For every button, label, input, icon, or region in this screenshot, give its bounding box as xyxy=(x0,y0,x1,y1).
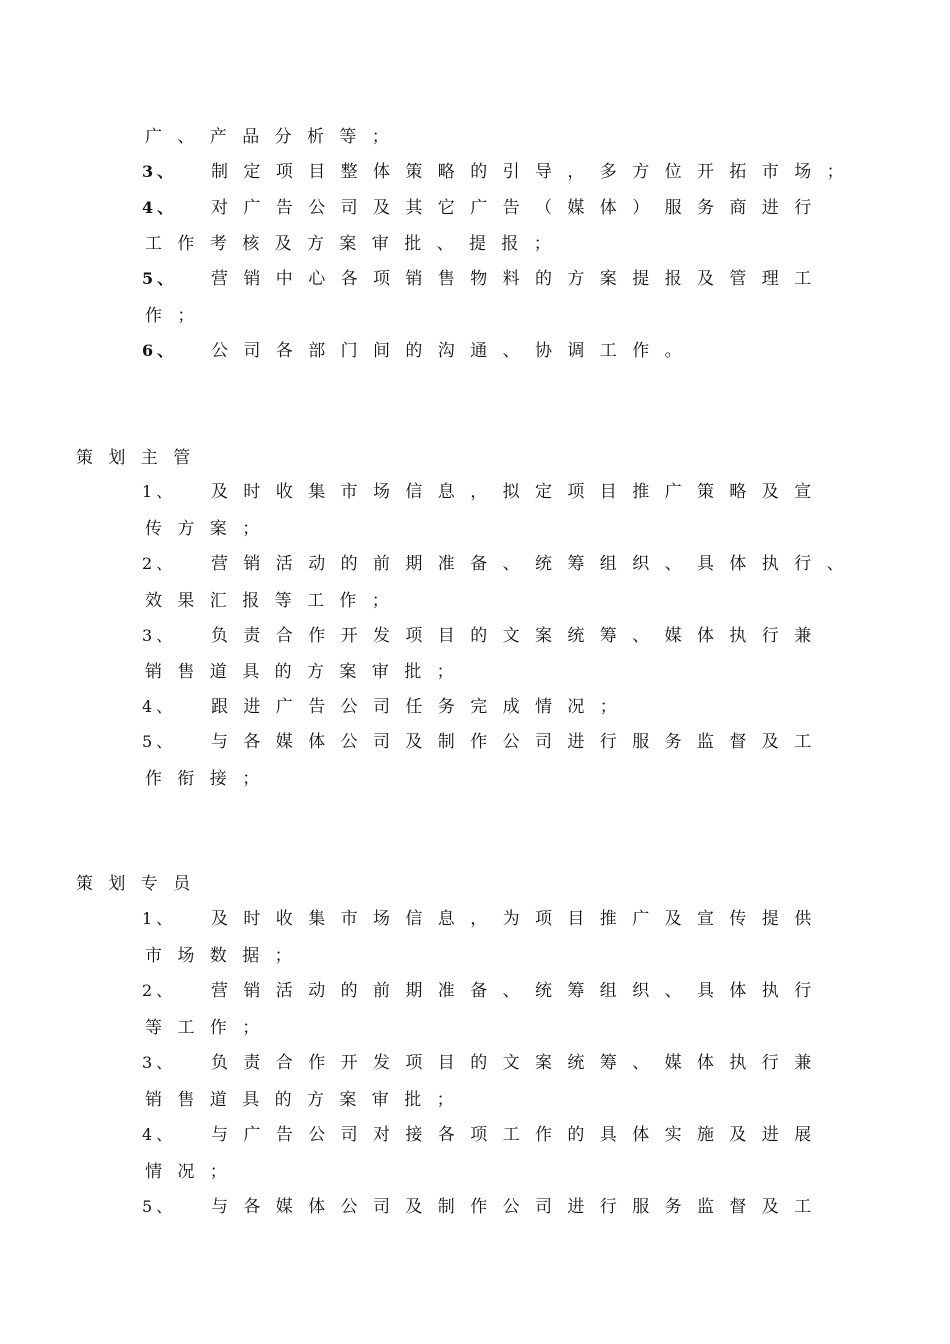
item-text: 与广告公司对接各项工作的具体实施及进展 xyxy=(211,1125,827,1145)
item-text: 营销中心各项销售物料的方案提报及管理工 xyxy=(211,269,827,289)
item-text: 与各媒体公司及制作公司进行服务监督及工 xyxy=(211,1197,827,1217)
continued-line: 广、产品分析等； xyxy=(145,127,405,147)
item-text: 制定项目整体策略的引导，多方位开拓市场； xyxy=(211,162,859,182)
item-number: 2、 xyxy=(142,981,177,1000)
item-number: 5、 xyxy=(142,1197,177,1216)
item-continuation: 情况； xyxy=(145,1162,243,1182)
item-number: 3、 xyxy=(142,162,178,181)
item-number: 3、 xyxy=(142,626,177,645)
item-number: 5、 xyxy=(142,269,178,288)
section-title-specialist: 策划专员 xyxy=(76,874,206,894)
item-continuation: 效果汇报等工作； xyxy=(145,591,405,611)
item-continuation: 销售道具的方案审批； xyxy=(145,1090,469,1110)
item-continuation: 销售道具的方案审批； xyxy=(145,662,469,682)
item-continuation: 市场数据； xyxy=(145,946,307,966)
item-continuation: 作； xyxy=(145,306,210,326)
item-text: 负责合作开发项目的文案统筹、媒体执行兼 xyxy=(211,1053,827,1073)
section-title-supervisor: 策划主管 xyxy=(76,448,206,468)
item-number: 4、 xyxy=(142,1125,177,1144)
item-number: 6、 xyxy=(142,341,178,360)
item-continuation: 工作考核及方案审批、提报； xyxy=(145,234,567,254)
item-number: 4、 xyxy=(142,198,178,217)
item-number: 3、 xyxy=(142,1053,177,1072)
item-number: 1、 xyxy=(142,482,177,501)
item-continuation: 作衔接； xyxy=(145,769,275,789)
item-text: 负责合作开发项目的文案统筹、媒体执行兼 xyxy=(211,626,827,646)
item-number: 4、 xyxy=(142,697,177,716)
item-number: 1、 xyxy=(142,909,177,928)
item-text: 公司各部门间的沟通、协调工作。 xyxy=(211,341,697,361)
item-text: 及时收集市场信息，拟定项目推广策略及宣 xyxy=(211,482,827,502)
item-text: 营销活动的前期准备、统筹组织、具体执行、 xyxy=(211,554,859,574)
item-number: 5、 xyxy=(142,732,177,751)
item-text: 对广告公司及其它广告（媒体）服务商进行 xyxy=(211,198,827,218)
item-text: 及时收集市场信息，为项目推广及宣传提供 xyxy=(211,909,827,929)
item-continuation: 等工作； xyxy=(145,1018,275,1038)
item-text: 与各媒体公司及制作公司进行服务监督及工 xyxy=(211,732,827,752)
item-continuation: 传方案； xyxy=(145,519,275,539)
item-text: 营销活动的前期准备、统筹组织、具体执行 xyxy=(211,981,827,1001)
item-text: 跟进广告公司任务完成情况； xyxy=(211,697,633,717)
item-number: 2、 xyxy=(142,554,177,573)
